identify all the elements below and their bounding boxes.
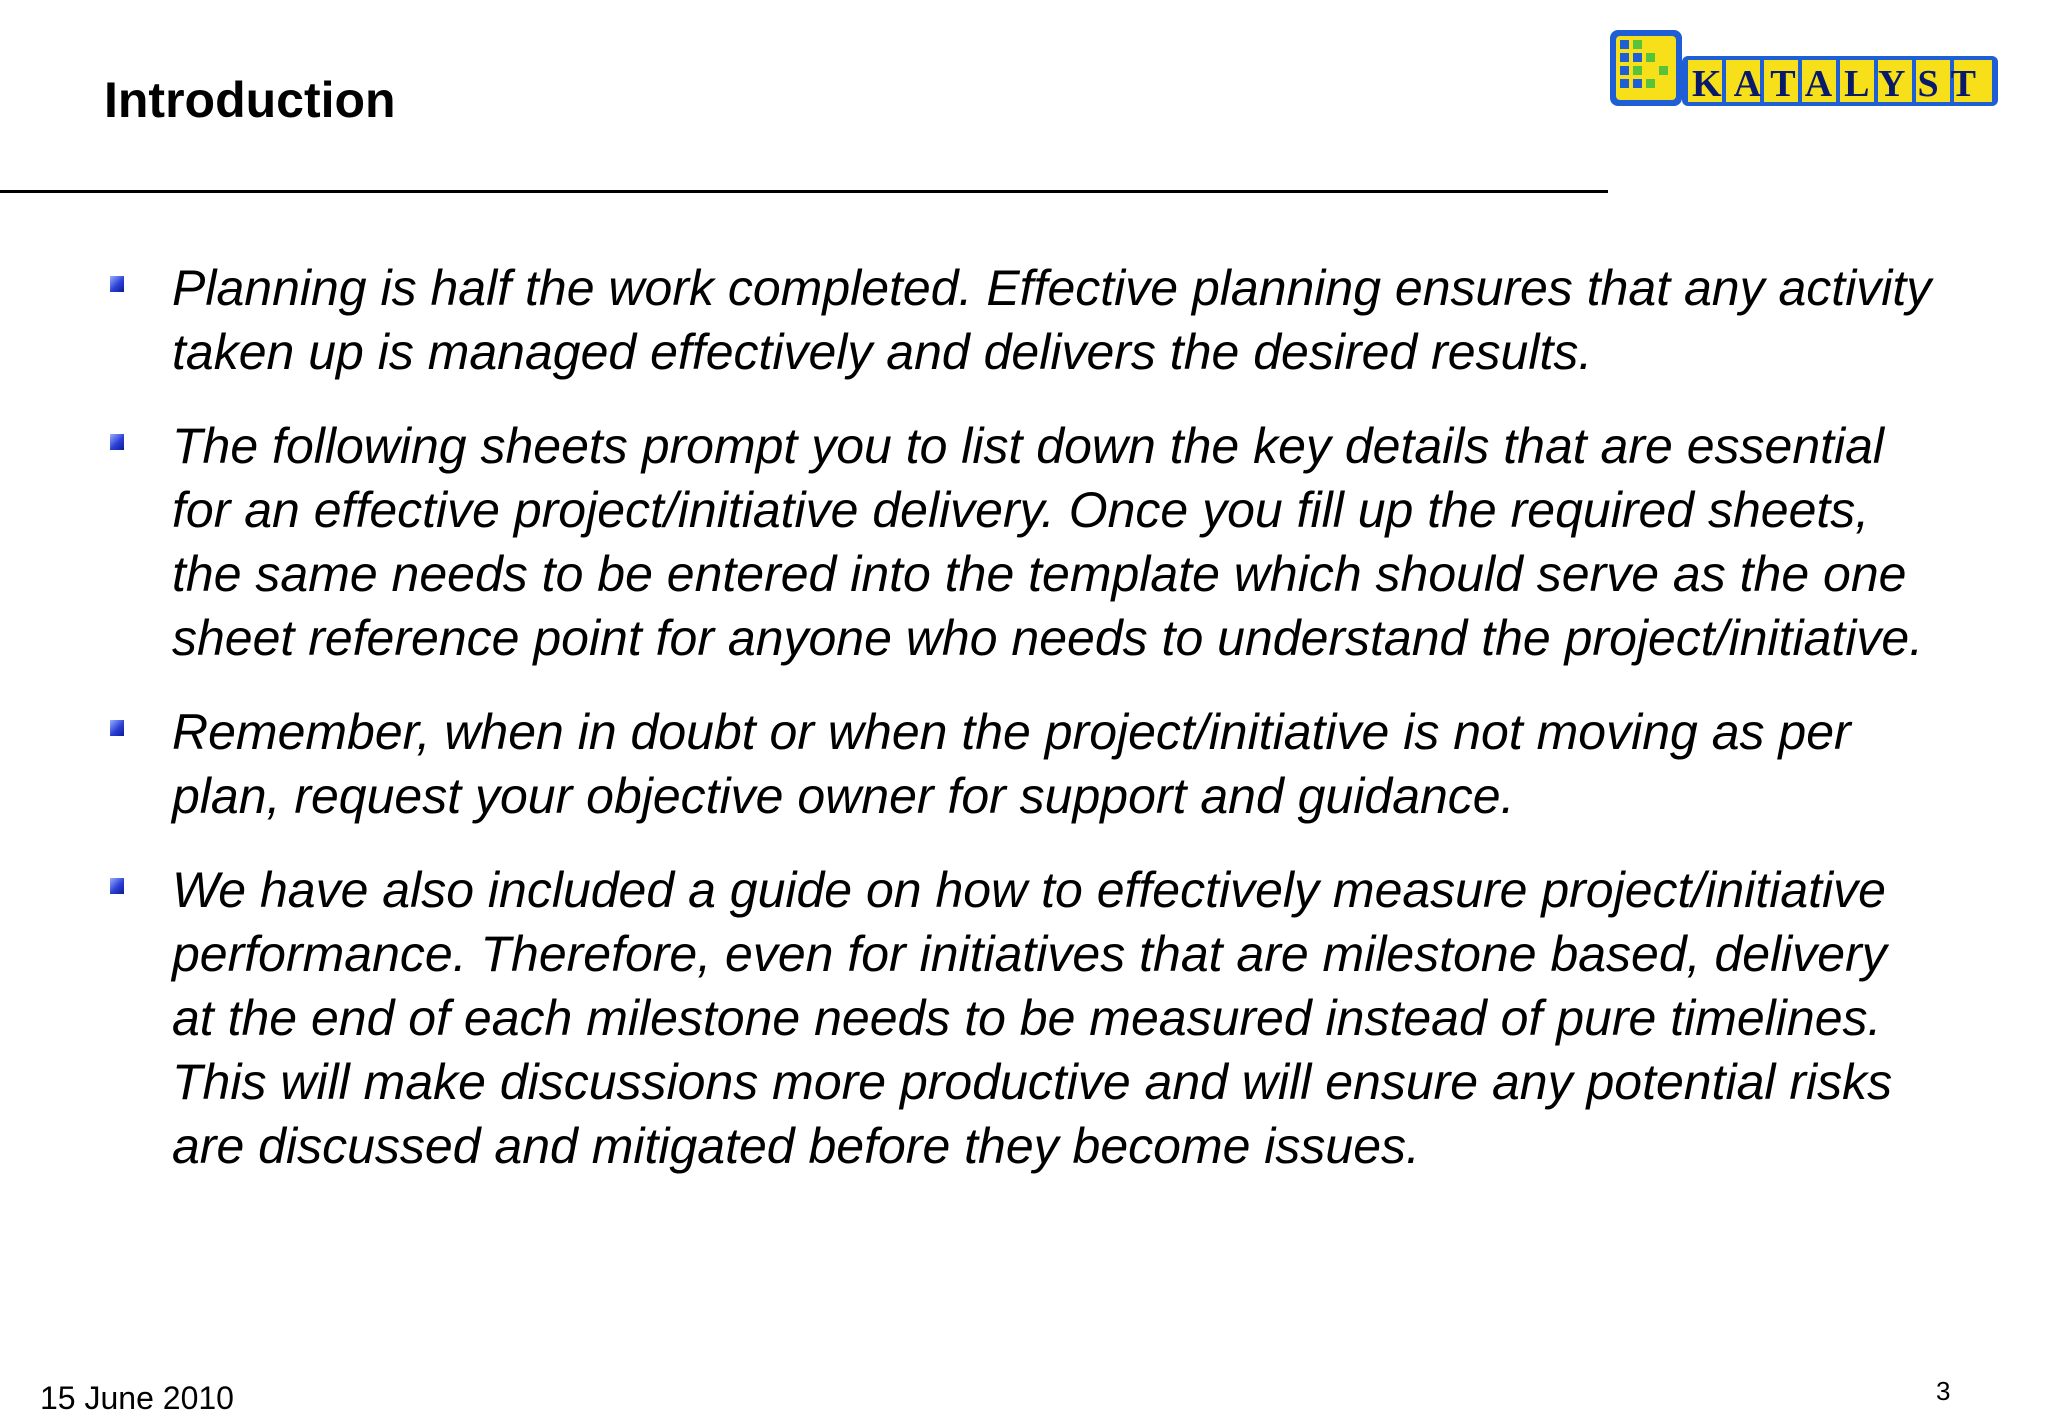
bullet-text: Remember, when in doubt or when the project/initiative is not moving as per plan, request your objective owner for support and guidance. [172, 704, 1851, 824]
bullet-list [110, 256, 1940, 1208]
slide-title: Introduction [104, 72, 396, 128]
katalyst-logo [1608, 28, 1998, 110]
bullet-item [110, 700, 1940, 828]
square-bullet-icon [110, 720, 124, 736]
bullet-text: Planning is half the work completed. Effective planning ensures that any activity taken up is managed effectively and delivers the desired results. [172, 260, 1932, 380]
square-bullet-icon [110, 276, 124, 292]
bullet-item [110, 256, 1940, 384]
logo-wordmark: KATALYST [1692, 63, 1988, 105]
bullet-text: We have also included a guide on how to effectively measure project/initiative performance. Therefore, even for initiatives that are milestone based, delivery at the end of each milestone needs to be measured instead of pure timelines. This will make discussions more productive and will ensure any potential risks are discussed and mitigated before they become issues. [172, 862, 1893, 1174]
bullet-item [110, 414, 1940, 670]
title-divider [0, 190, 1608, 193]
square-bullet-icon [110, 434, 124, 450]
footer-date: 15 June 2010 [40, 1380, 234, 1416]
bullet-item [110, 858, 1940, 1178]
square-bullet-icon [110, 878, 124, 894]
page-number: 3 [1936, 1376, 1951, 1406]
bullet-text: The following sheets prompt you to list down the key details that are essential for an effective project/initiative delivery. Once you fill up the required sheets, the same needs to be entered into the template which should serve as the one sheet reference point for anyone who needs to understand the project/initiative. [172, 418, 1924, 666]
